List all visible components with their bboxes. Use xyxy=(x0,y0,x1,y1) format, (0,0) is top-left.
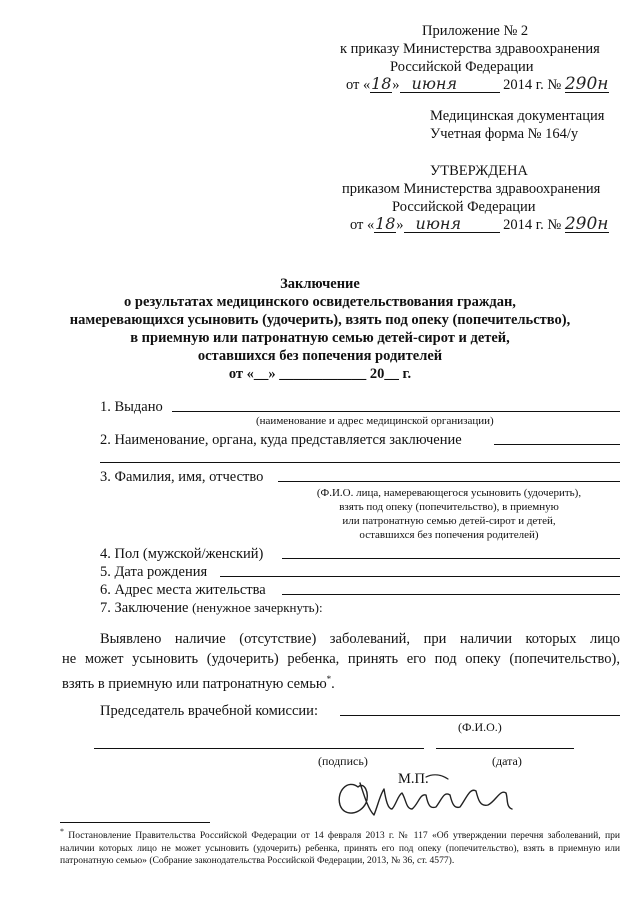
field-organ-line[interactable] xyxy=(494,444,620,445)
chair-label: Председатель врачебной комиссии: xyxy=(100,703,318,719)
approved-date-prefix: от « xyxy=(350,217,375,233)
handwritten-signature-icon xyxy=(330,765,520,825)
conclusion-end: . xyxy=(331,675,335,692)
approved-number-handwritten: 290н xyxy=(564,214,609,234)
field-sex-line[interactable] xyxy=(282,558,620,559)
form-doc-type: Медицинская документация xyxy=(430,108,605,124)
conclusion-line-3-text: взять в приемную или патронатную семью xyxy=(62,675,327,692)
field-issued-line[interactable] xyxy=(172,411,620,412)
field-name-hint-2: взять под опеку (попечительство), в приемную xyxy=(339,501,559,513)
signature-line[interactable] xyxy=(94,748,424,749)
approved-year: 2014 г. № xyxy=(503,217,562,233)
conclusion-hint: (ненужное зачеркнуть): xyxy=(192,600,323,615)
footnote-text: Постановление Правительства Российской Федерации от 14 февраля 2013 г. № 117 «Об утверждении перечня заболеваний, при наличии которых лицо не может усыновить (удочерить) ребенка, принять его под опеку (попечительство), взять в приемную или патронатную семью» (Собрание законодательства Российской Федерации, 2013, № 36, ст. 4577). xyxy=(60,830,621,867)
date-hint: (дата) xyxy=(492,754,522,768)
field-birth-line[interactable] xyxy=(220,576,620,577)
heading-line-5: оставшихся без попечения родителей xyxy=(197,348,443,364)
footnote-separator xyxy=(60,822,210,823)
appendix-date-line xyxy=(346,76,609,94)
field-name-label: 3. Фамилия, имя, отчество xyxy=(100,469,264,485)
appendix-month: июня xyxy=(400,76,500,93)
approved-month: июня xyxy=(404,216,500,233)
appendix-day: 18 xyxy=(371,74,392,93)
appendix-number-handwritten: 290н xyxy=(564,74,609,94)
approved-day: 18 xyxy=(375,214,396,233)
heading-date: от «__» ____________ 20__ г. xyxy=(228,366,412,382)
field-address-line[interactable] xyxy=(282,594,620,595)
field-organ-label: 2. Наименование, органа, куда представляется заключение xyxy=(100,432,462,448)
appendix-order-ref: к приказу Министерства здравоохранения xyxy=(340,41,600,57)
chair-fio-line[interactable] xyxy=(340,715,620,716)
field-sex-label: 4. Пол (мужской/женский) xyxy=(100,546,264,562)
field-issued-label: 1. Выдано xyxy=(100,399,163,415)
field-conclusion-label xyxy=(100,599,323,617)
stamp-label: М.П. xyxy=(398,771,429,787)
field-name-hint-1: (Ф.И.О. лица, намеревающегося усыновить (удочерить), xyxy=(316,487,582,499)
conclusion-label-text: 7. Заключение xyxy=(100,600,189,616)
heading-line-4: в приемную или патронатную семью детей-сирот и детей, xyxy=(130,330,510,346)
approved-order: приказом Министерства здравоохранения xyxy=(342,181,601,197)
heading-line-2: о результатах медицинского освидетельствования граждан, xyxy=(124,294,516,310)
approved-date-line xyxy=(350,216,609,234)
form-number: Учетная форма № 164/у xyxy=(430,126,579,142)
footnote-mark: * xyxy=(60,827,64,836)
signature-hint: (подпись) xyxy=(318,754,368,768)
footnote xyxy=(60,826,620,868)
date-line[interactable] xyxy=(436,748,574,749)
conclusion-line-1: Выявлено наличие (отсутствие) заболеваний, при наличии которых лицо xyxy=(100,631,620,647)
appendix-number: Приложение № 2 xyxy=(422,23,529,39)
field-name-line[interactable] xyxy=(278,481,620,482)
appendix-date-mid: » xyxy=(392,77,400,93)
field-organ-line-2[interactable] xyxy=(100,462,620,463)
field-birth-label: 5. Дата рождения xyxy=(100,564,208,580)
field-address-label: 6. Адрес места жительства xyxy=(100,582,266,598)
heading-line-3: намеревающихся усыновить (удочерить), взять под опеку (попечительство), xyxy=(69,312,571,328)
appendix-federation: Российской Федерации xyxy=(390,59,534,75)
appendix-date-prefix: от « xyxy=(346,77,371,93)
appendix-year: 2014 г. № xyxy=(503,77,562,93)
approved-federation: Российской Федерации xyxy=(392,199,536,215)
field-issued-hint: (наименование и адрес медицинской организации) xyxy=(256,415,494,427)
conclusion-footnote-mark: * xyxy=(326,674,332,684)
heading-title: Заключение xyxy=(280,276,360,292)
field-name-hint-3: или патронатную семью детей-сирот и детей, xyxy=(342,515,556,527)
approved-title: УТВЕРЖДЕНА xyxy=(430,163,528,179)
approved-date-mid: » xyxy=(396,217,404,233)
conclusion-line-2: не может усыновить (удочерить) ребенка, принять его под опеку (попечительство), xyxy=(62,651,620,667)
chair-fio-hint: (Ф.И.О.) xyxy=(458,720,502,734)
conclusion-line-3 xyxy=(62,670,335,693)
field-name-hint-4: оставшихся без попечения родителей) xyxy=(359,529,539,541)
